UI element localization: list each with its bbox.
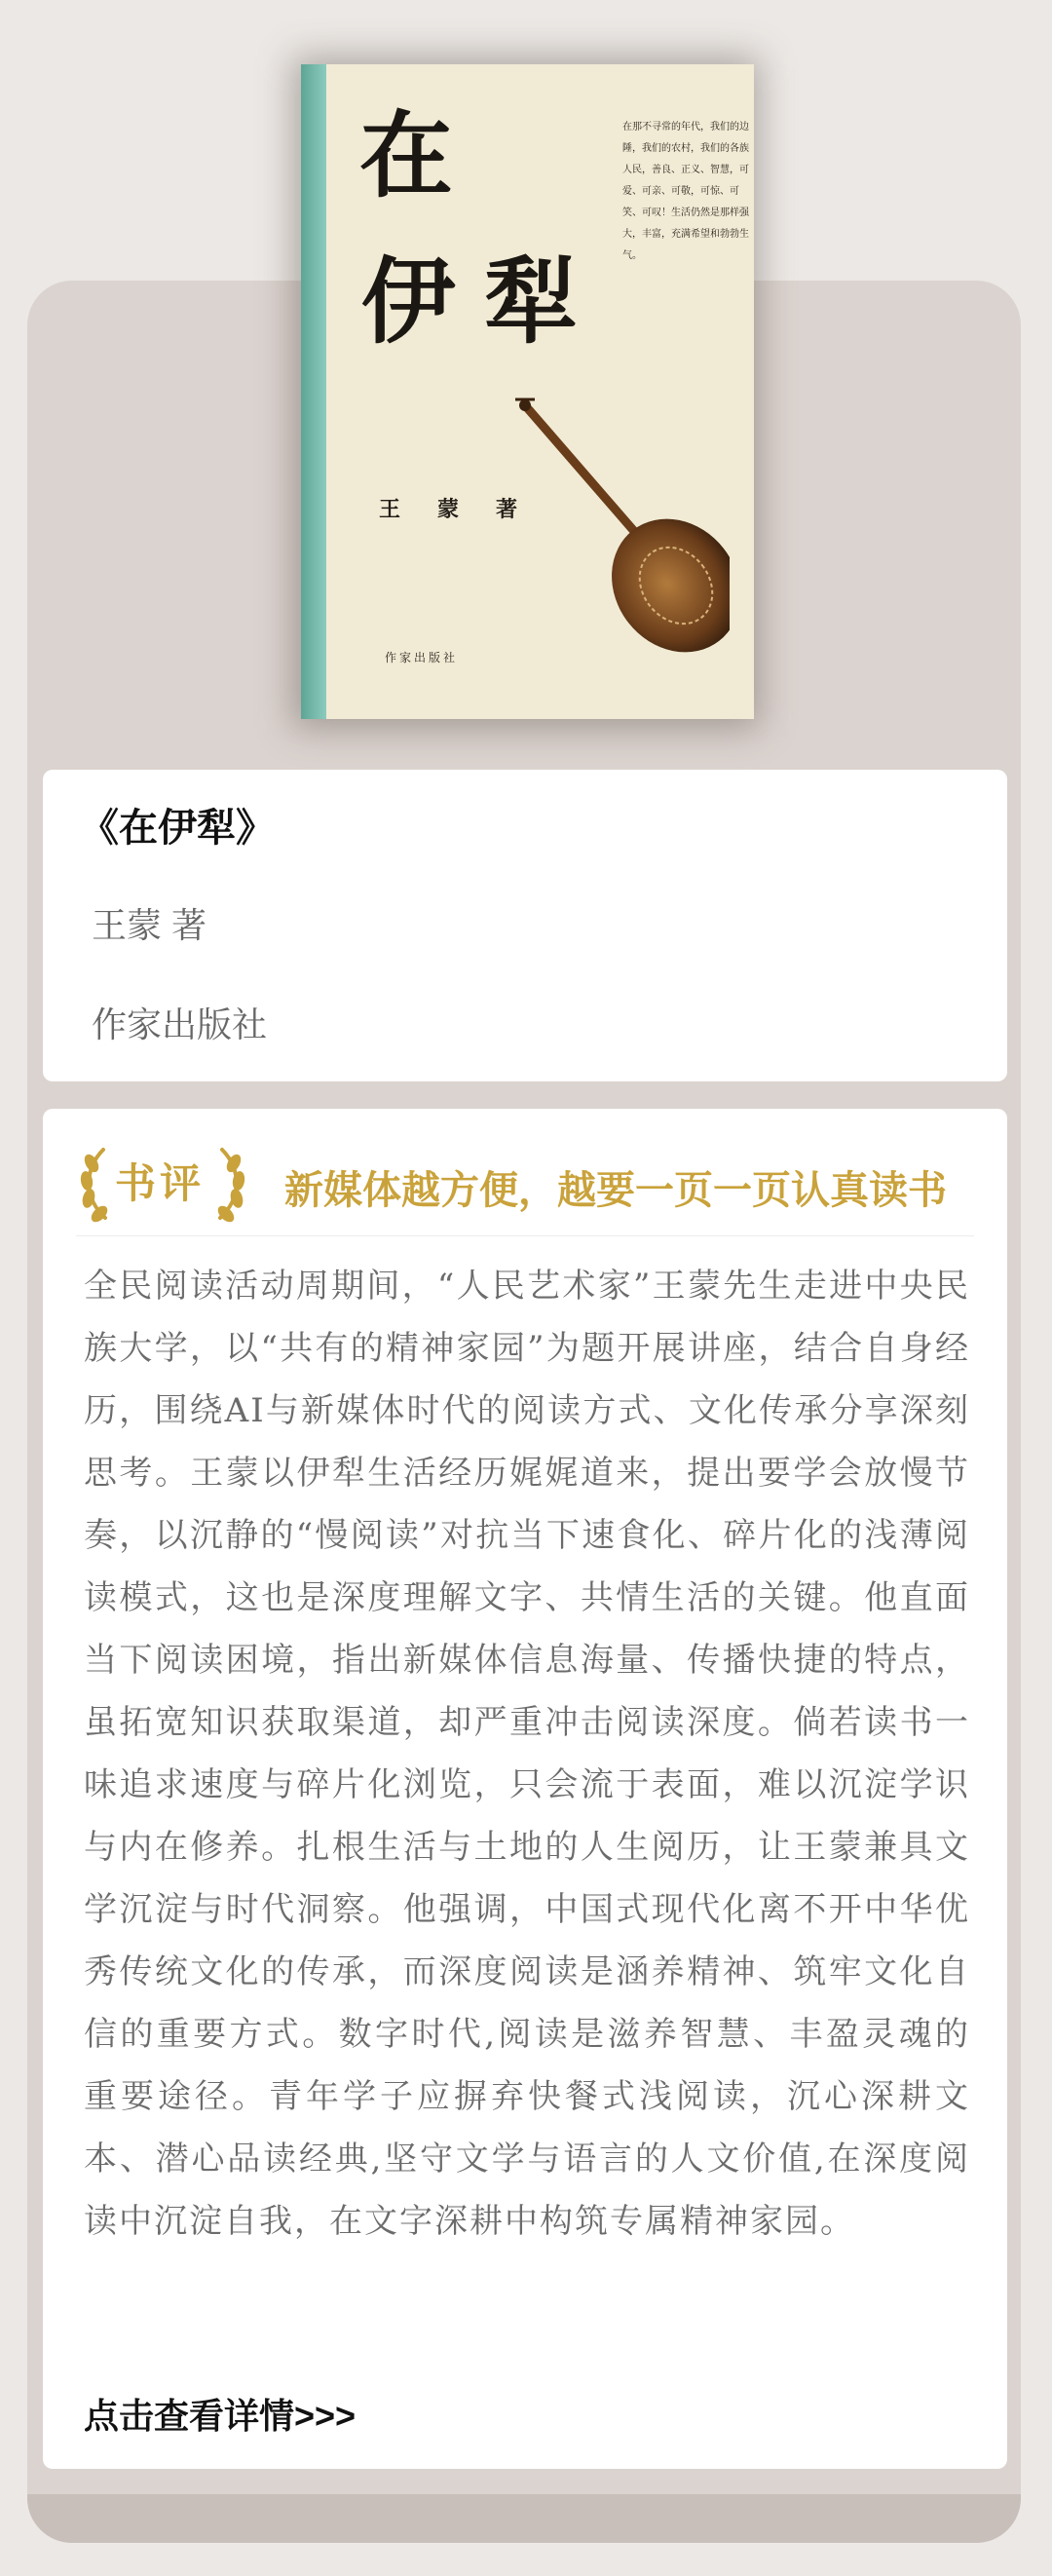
- book-title: 《在伊犁》: [80, 807, 275, 850]
- view-details-link[interactable]: 点击查看详情>>>: [84, 2396, 357, 2436]
- book-publisher: 作家出版社: [92, 1004, 268, 1044]
- book-author: 王蒙 著: [92, 905, 207, 945]
- review-body-text: 全民阅读活动周期间，“人民艺术家”王蒙先生走进中央民族大学，以“共有的精神家园”为题开展讲座，结合自身经历，围绕AI与新媒体时代的阅读方式、文化传承分享深刻思考。王蒙以伊犁生活经历娓娓道来，提出要学会放慢节奏，以沉静的“慢阅读”对抗当下速食化、碎片化的浅薄阅读模式，这也是深度理解文字、共情生活的关键。他直面当下阅读困境，指出新媒体信息海量、传播快捷的特点，虽拓宽知识获取渠道，却严重冲击阅读深度。倘若读书一味追求速度与碎片化浏览，只会流于表面，难以沉淀学识与内在修养。扎根生活与土地的人生阅历，让王蒙兼具文学沉淀与时代洞察。他强调，中国式现代化离不开中华优秀传统文化的传承，而深度阅读是涵养精神、筑牢文化自信的重要方式。数字时代,阅读是滋养智慧、丰盈灵魂的重要途径。青年学子应摒弃快餐式浅阅读，沉心深耕文本、潜心品读经典,坚守文学与语言的人文价值,在深度阅读中沉淀自我，在文字深耕中构筑专属精神家园。: [84, 1267, 970, 2241]
- review-divider: [76, 1235, 974, 1236]
- book-spine: [301, 64, 326, 719]
- book-cover-author: 王蒙著: [379, 497, 555, 522]
- book-cover-title-line2: 伊犁: [361, 246, 607, 357]
- review-slogan: 新媒体越方便，越要一页一页认真读书: [284, 1169, 947, 1212]
- book-cover[interactable]: [301, 64, 754, 719]
- book-info-card: [43, 770, 1007, 1081]
- review-badge-label: 书评: [115, 1159, 206, 1207]
- lute-illustration-icon: [506, 386, 730, 668]
- book-cover-poem: 在那不寻常的年代，我们的边陲，我们的农村，我们的各族人民，善良、正义、智慧，可爱、可亲、可敬，可惊、可笑、可叹！生活仍然是那样强大，丰富，充满希望和勃勃生气。: [622, 122, 749, 261]
- background-panel-lip: [27, 2494, 1021, 2543]
- review-card: [43, 1109, 1007, 2469]
- book-cover-publisher: 作家出版社: [385, 651, 459, 664]
- book-cover-title-line1: 在: [359, 100, 470, 210]
- review-header: [76, 1138, 974, 1226]
